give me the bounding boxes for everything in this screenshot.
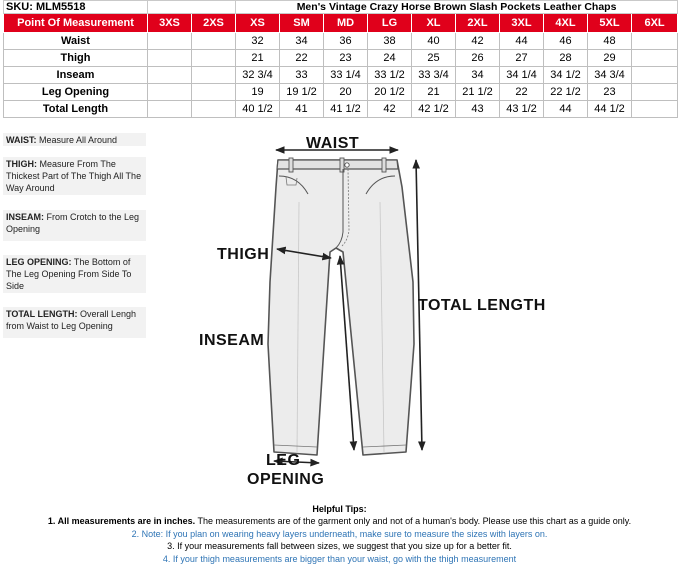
table-cell: 46 [544,33,588,50]
definition-inseam [3,210,146,241]
table-cell: 27 [500,50,544,67]
table-cell: 38 [368,33,412,50]
corner-label: Point Of Measurement [4,14,148,33]
table-cell: 22 [500,84,544,101]
definition-total-length-term: TOTAL LENGTH: [6,309,78,319]
tip-1-text: The measurements are of the garment only and not of a human's body. Please use this chart as a guide only. [195,516,632,527]
table-cell: 44 [500,33,544,50]
table-cell: 33 [280,67,324,84]
definition-waist-term: WAIST: [6,135,37,145]
table-cell: 33 1/4 [324,67,368,84]
table-cell: 43 [456,101,500,118]
table-cell: 28 [544,50,588,67]
table-cell: 19 [236,84,280,101]
table-cell: 32 3/4 [236,67,280,84]
table-header-row [4,14,678,33]
row-label: Total Length [4,101,148,118]
size-header-lg: LG [368,14,412,33]
tip-3: 3. If your measurements fall between sizes, we suggest that you size up for a better fit. [167,541,512,552]
table-cell: 32 [236,33,280,50]
table-cell: 33 1/2 [368,67,412,84]
table-cell: 19 1/2 [280,84,324,101]
row-label: Waist [4,33,148,50]
size-header-md: MD [324,14,368,33]
table-cell: 42 [368,101,412,118]
tip-2: 2. Note: If you plan on wearing heavy layers underneath, make sure to measure the sizes with layers on. [131,528,548,539]
table-cell: 33 3/4 [412,67,456,84]
table-row [4,67,678,84]
tips-title: Helpful Tips: [312,504,367,514]
product-title: Men's Vintage Crazy Horse Brown Slash Pockets Leather Chaps [236,1,678,14]
table-cell: 20 1/2 [368,84,412,101]
size-header-6xl: 6XL [632,14,678,33]
table-cell [192,67,236,84]
table-cell: 42 [456,33,500,50]
table-cell: 22 [280,50,324,67]
thigh-label: THIGH [217,246,270,263]
opening-label: OPENING [247,471,325,488]
size-chart-table [3,0,678,118]
table-cell: 48 [588,33,632,50]
table-cell [632,67,678,84]
total-length-label: TOTAL LENGTH [418,297,546,314]
waist-label: WAIST [306,135,360,152]
table-cell [192,33,236,50]
definition-inseam-term: INSEAM: [6,212,44,222]
table-cell [148,84,192,101]
table-cell: 41 [280,101,324,118]
size-header-sm: SM [280,14,324,33]
definition-total-length [3,307,146,338]
table-cell: 42 1/2 [412,101,456,118]
sku-label: SKU: MLM5518 [4,1,148,14]
table-cell: 24 [368,50,412,67]
definition-leg-opening-term: LEG OPENING: [6,257,72,267]
table-cell: 44 1/2 [588,101,632,118]
size-header-2xl: 2XL [456,14,500,33]
definition-waist-text: Measure All Around [36,135,118,145]
table-cell [632,101,678,118]
table-cell: 23 [324,50,368,67]
table-cell: 25 [412,50,456,67]
table-cell: 34 1/4 [500,67,544,84]
table-cell: 21 [236,50,280,67]
table-row [4,101,678,118]
definition-leg-opening-text: The Bottom of The Leg Opening From Side To Side [6,257,132,291]
table-cell: 40 1/2 [236,101,280,118]
table-cell: 44 [544,101,588,118]
definition-total-length-text: Overall Lengh from Waist to Leg Opening [6,309,137,331]
size-header-xs: XS [236,14,280,33]
inseam-label: INSEAM [199,332,265,349]
definition-leg-opening [3,255,146,293]
pants-outline [268,160,414,455]
table-row [4,84,678,101]
size-header-4xl: 4XL [544,14,588,33]
table-cell [148,67,192,84]
table-cell: 34 3/4 [588,67,632,84]
table-cell [192,84,236,101]
table-cell [148,33,192,50]
pants-measurement-diagram [190,132,560,494]
size-header-2xs: 2XS [192,14,236,33]
table-cell: 20 [324,84,368,101]
table-cell [632,84,678,101]
table-cell: 41 1/2 [324,101,368,118]
tip-1-bold: 1. All measurements are in inches. [47,516,196,527]
table-cell [632,33,678,50]
table-cell: 21 [412,84,456,101]
table-cell [148,50,192,67]
table-row [4,50,678,67]
table-cell: 34 1/2 [544,67,588,84]
size-table-body [4,1,678,118]
table-cell: 43 1/2 [500,101,544,118]
title-spacer [148,1,236,14]
table-row [4,33,678,50]
table-cell: 22 1/2 [544,84,588,101]
table-cell: 34 [280,33,324,50]
table-cell: 23 [588,84,632,101]
definition-thigh [3,157,146,195]
size-header-5xl: 5XL [588,14,632,33]
helpful-tips [0,503,679,565]
table-cell: 40 [412,33,456,50]
table-cell: 34 [456,67,500,84]
definition-thigh-text: Measure From The Thickest Part of The Thigh All The Way Around [6,159,142,193]
size-header-3xs: 3XS [148,14,192,33]
table-cell [192,101,236,118]
table-cell: 21 1/2 [456,84,500,101]
table-cell [632,50,678,67]
size-header-xl: XL [412,14,456,33]
row-label: Thigh [4,50,148,67]
tip-4: 4. If your thigh measurements are bigger than your waist, go with the thigh measurement [162,553,517,564]
tip-1 [0,515,679,527]
table-cell [192,50,236,67]
table-cell: 29 [588,50,632,67]
definition-waist [3,133,146,146]
size-header-3xl: 3XL [500,14,544,33]
definition-thigh-term: THIGH: [6,159,37,169]
row-label: Inseam [4,67,148,84]
table-cell: 26 [456,50,500,67]
table-cell: 36 [324,33,368,50]
definition-inseam-text: From Crotch to the Leg Opening [6,212,140,234]
table-cell [148,101,192,118]
title-row [4,1,678,14]
row-label: Leg Opening [4,84,148,101]
leg-label: LEG [266,452,301,469]
